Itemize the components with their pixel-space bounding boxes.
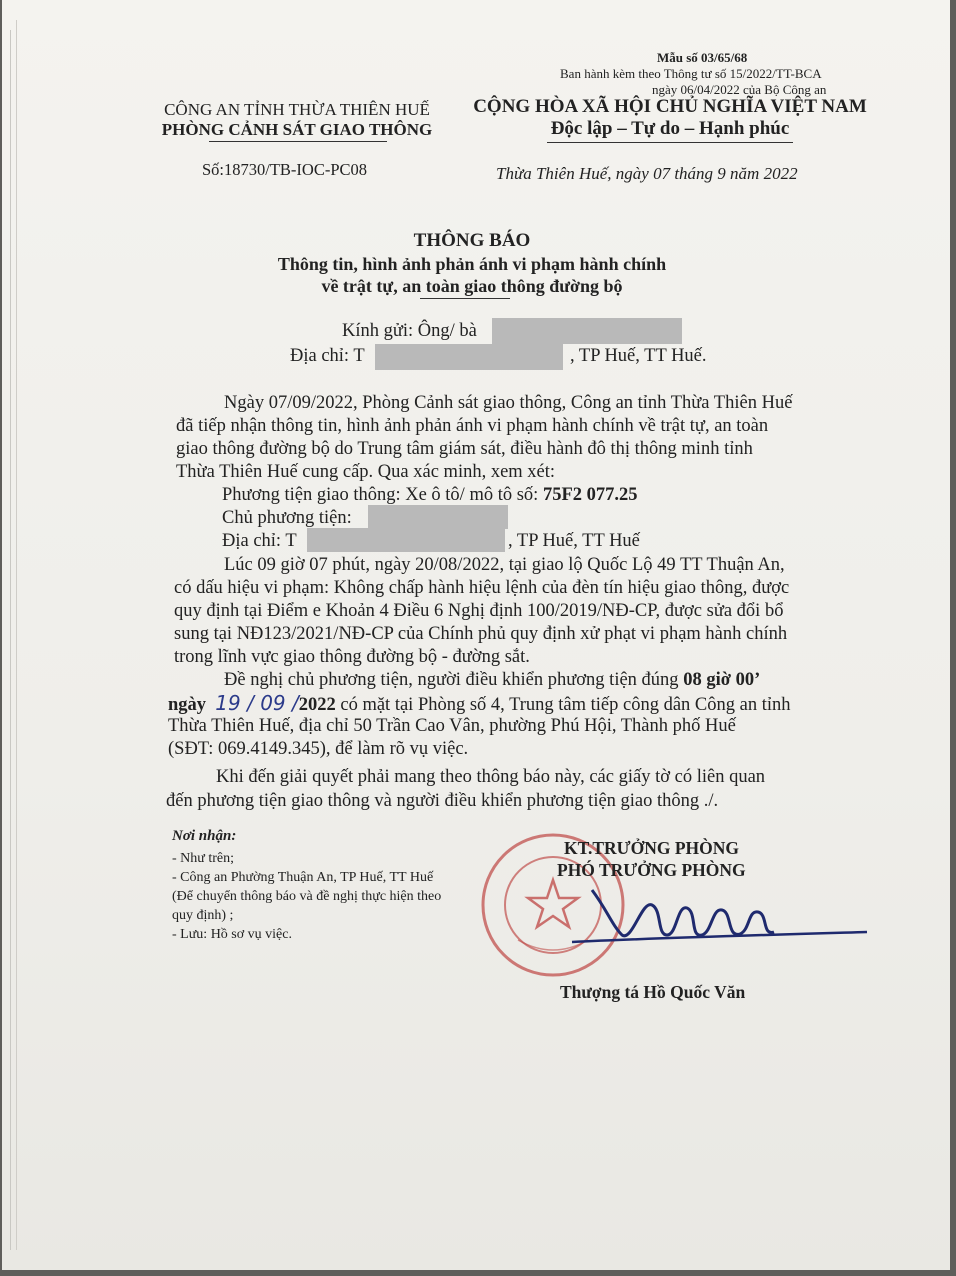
form-issued-line2: ngày 06/04/2022 của Bộ Công an [652, 82, 827, 97]
recipient-item: - Công an Phường Thuận An, TP Huế, TT Huế [172, 870, 434, 885]
to-label: Kính gửi: Ông/ bà [342, 321, 477, 341]
redacted-owner [368, 505, 508, 529]
vehicle-label: Phương tiện giao thông: Xe ô tô/ mô tô số: [222, 485, 543, 505]
handwritten-date: 19 / 09 / [215, 691, 299, 715]
nation-title: CỘNG HÒA XÃ HỘI CHỦ NGHĨA VIỆT NAM [473, 96, 867, 117]
body-line: Thừa Thiên Huế cung cấp. Qua xác minh, xem xét: [176, 462, 556, 482]
body-line: trong lĩnh vực giao thông đường bộ - đường sắt. [174, 647, 530, 667]
vehicle-line [222, 484, 638, 507]
body-line: đến phương tiện giao thông và người điều khiển phương tiện giao thông ./. [166, 791, 719, 811]
body-line: Khi đến giải quyết phải mang theo thông báo này, các giấy tờ có liên quan [216, 767, 766, 787]
doc-subtitle-1: Thông tin, hình ảnh phản ánh vi phạm hành chính [277, 254, 667, 274]
body-line: sung tại NĐ123/2021/NĐ-CP của Chính phủ quy định xử phạt vi phạm hành chính [174, 624, 788, 644]
recipient-item: - Lưu: Hồ sơ vụ việc. [172, 927, 292, 942]
appointment-place: có mặt tại Phòng số 4, Trung tâm tiếp công dân Công an tỉnh [335, 695, 791, 715]
recipients-title: Nơi nhận: [172, 828, 237, 844]
appointment-time: 08 giờ 00’ [683, 670, 761, 690]
appointment-date-line [168, 692, 791, 717]
doc-subtitle-2: về trật tự, an toàn giao thông đường bộ [321, 276, 623, 296]
signer-name: Thượng tá Hồ Quốc Văn [560, 982, 746, 1002]
redacted-address [375, 344, 563, 370]
body-line: quy định tại Điểm e Khoản 4 Điều 6 Nghị định 100/2019/NĐ-CP, được sửa đổi bổ [174, 601, 784, 621]
appointment-text: Đề nghị chủ phương tiện, người điều khiển phương tiện đúng [224, 670, 684, 690]
agency-line2: PHÒNG CẢNH SÁT GIAO THÔNG [161, 120, 433, 139]
signature-role-1: KT.TRƯỞNG PHÒNG [564, 838, 739, 858]
doc-title: THÔNG BÁO [413, 230, 531, 251]
doc-number: Số:18730/TB-IOC-PC08 [202, 160, 368, 179]
recipient-item: quy định) ; [172, 908, 234, 923]
body-line: Lúc 09 giờ 07 phút, ngày 20/08/2022, tại giao lộ Quốc Lộ 49 TT Thuận An, [224, 555, 785, 575]
place-date: Thừa Thiên Huế, ngày 07 tháng 9 năm 2022 [496, 164, 798, 183]
owner-label: Chủ phương tiện: [222, 508, 352, 528]
motto-underline [547, 142, 793, 143]
agency-underline [209, 141, 387, 142]
appointment-line [224, 669, 760, 692]
form-issued-line1: Ban hành kèm theo Thông tư số 15/2022/TT-BCA [560, 66, 822, 81]
recipient-item: - Như trên; [172, 851, 235, 866]
address-tail: , TP Huế, TT Huế. [570, 346, 707, 366]
motto: Độc lập – Tự do – Hạnh phúc [550, 118, 790, 139]
address-label: Địa chỉ: T [290, 346, 365, 366]
handwritten-signature [562, 880, 882, 960]
redacted-owner-address [307, 528, 505, 552]
body-line: có dấu hiệu vi phạm: Không chấp hành hiệu lệnh của đèn tín hiệu giao thông, được [174, 578, 790, 598]
body-line: Thừa Thiên Huế, địa chỉ 50 Trần Cao Vân, phường Phú Hội, Thành phố Huế [168, 716, 736, 736]
body-line: Ngày 07/09/2022, Phòng Cảnh sát giao thông, Công an tỉnh Thừa Thiên Huế [224, 393, 793, 413]
title-underline [420, 298, 510, 299]
signature-role-2: PHÓ TRƯỞNG PHÒNG [557, 860, 746, 880]
vehicle-plate: 75F2 077.25 [542, 485, 638, 505]
redacted-name [492, 318, 682, 344]
recipient-item: (Để chuyển thông báo và đề nghị thực hiện theo [172, 889, 442, 904]
document-page [2, 0, 950, 1270]
form-number: Mẫu số 03/65/68 [657, 50, 748, 65]
owner-address-tail: , TP Huế, TT Huế [508, 531, 640, 551]
body-line: giao thông đường bộ do Trung tâm giám sát, điều hành đô thị thông minh tỉnh [176, 439, 753, 459]
owner-address-label: Địa chỉ: T [222, 531, 297, 551]
agency-line1: CÔNG AN TỈNH THỪA THIÊN HUẾ [164, 100, 430, 119]
body-line: đã tiếp nhận thông tin, hình ảnh phản ánh vi phạm hành chính về trật tự, an toàn [176, 416, 769, 436]
page-edge-lines [10, 30, 25, 1250]
body-line: (SĐT: 069.4149.345), để làm rõ vụ việc. [168, 739, 469, 759]
day-label: ngày [168, 695, 207, 715]
appointment-year: 2022 [298, 695, 336, 715]
